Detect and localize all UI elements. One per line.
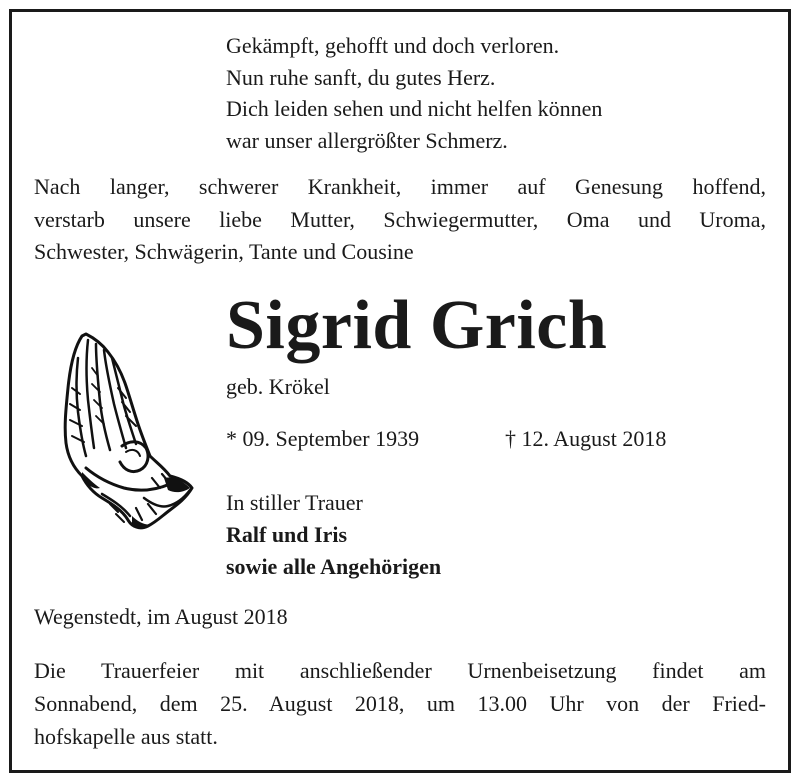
birth-name: geb. Krökel [226,374,330,399]
ceremony-text [34,654,766,753]
poem-line: Dich leiden sehen und nicht helfen können [226,96,603,121]
poem-line: war unser allergrößter Schmerz. [226,127,508,153]
mourners-block [226,487,441,583]
ceremony-line: Die Trauerfeier mit anschließender Urnenbeisetzung findet am [34,658,766,683]
mourners-line: sowie alle Angehörigen [226,554,442,579]
poem [226,30,602,156]
intro-line: Schwester, Schwägerin, Tante und Cousine [34,239,414,264]
deceased-name: Sigrid Grich [226,287,608,364]
praying-hands-icon [52,328,197,533]
ceremony-line: hofskapelle aus statt. [34,724,218,749]
birth-date: * 09. September 1939 [226,426,420,451]
poem-line: Gekämpft, gehofft und doch verloren. [226,33,560,58]
place-date: Wegenstedt, im August 2018 [34,604,288,629]
intro-text [34,171,766,269]
intro-line: verstarb unsere liebe Mutter, Schwiegermutter, Oma und Uroma, [34,206,766,232]
mourners-intro: In stiller Trauer [226,490,363,515]
ceremony-line: Sonnabend, dem 25. August 2018, um 13.00 Uhr von der Fried- [34,691,766,716]
intro-line: Nach langer, schwerer Krankheit, immer auf Genesung hoffend, [34,174,766,199]
death-date: † 12. August 2018 [505,426,667,451]
poem-line: Nun ruhe sanft, du gutes Herz. [226,64,496,90]
mourners-line: Ralf und Iris [226,522,348,547]
